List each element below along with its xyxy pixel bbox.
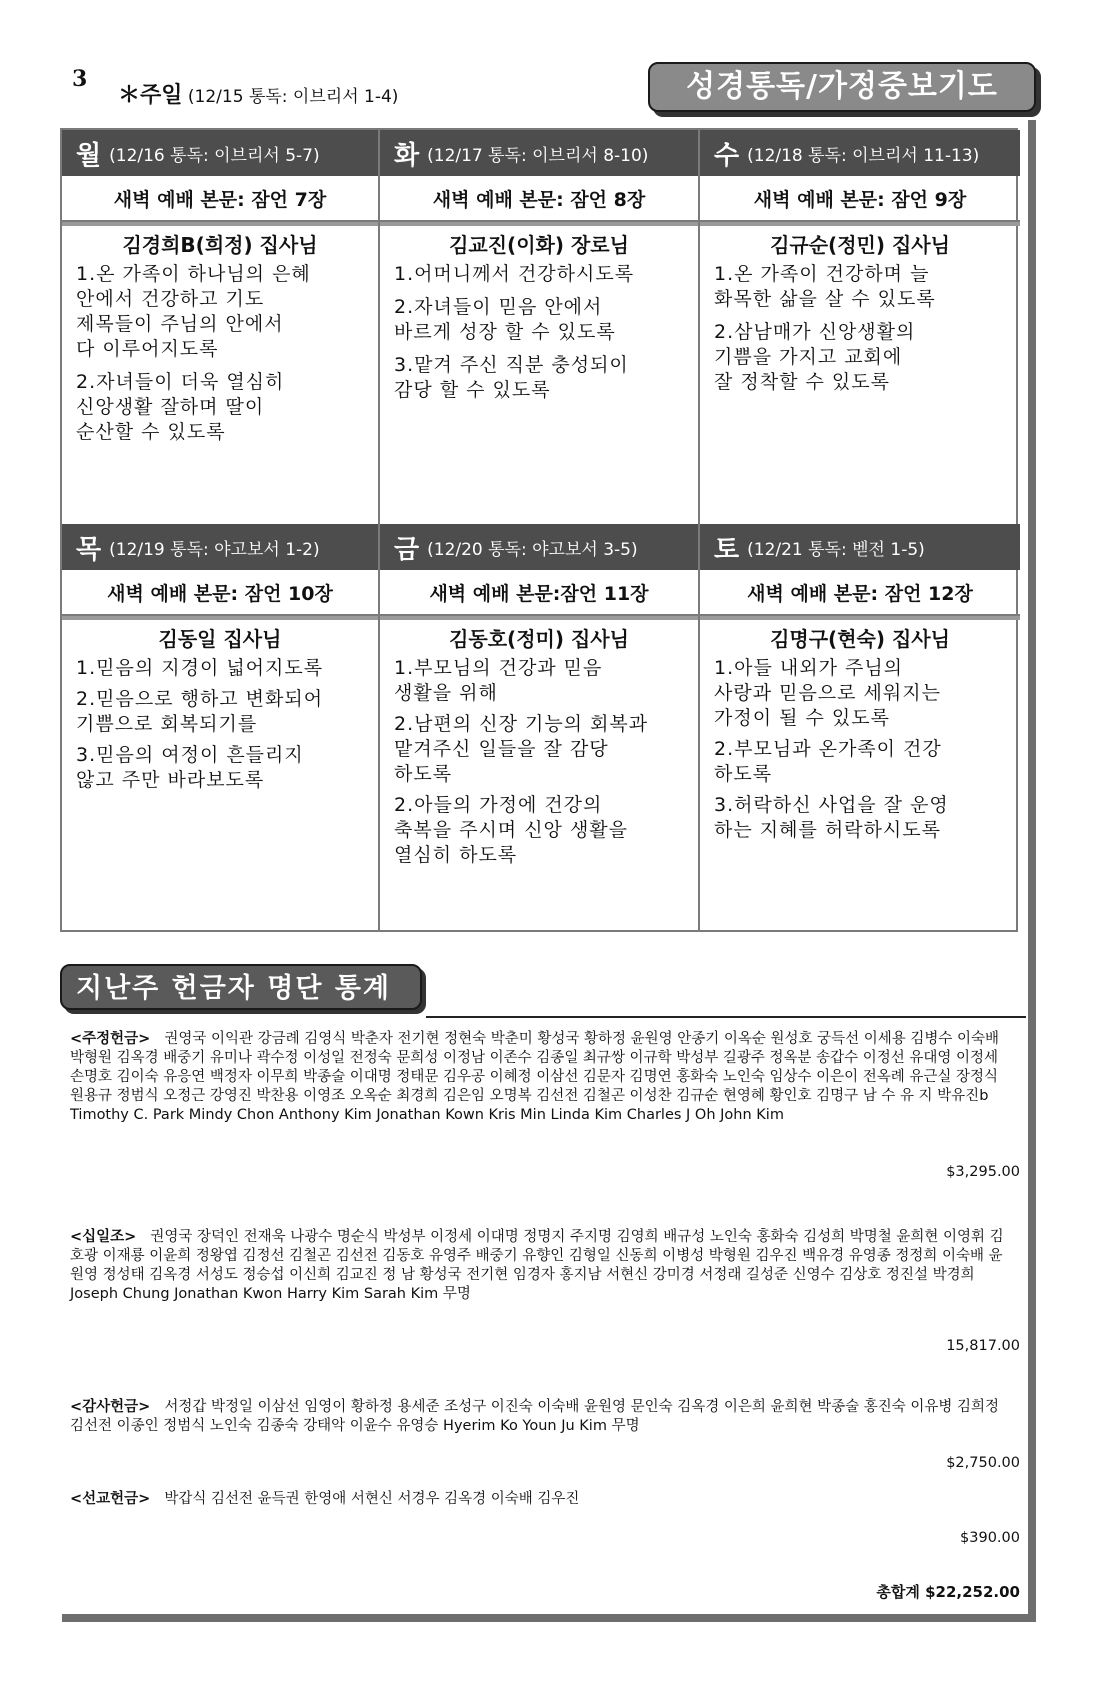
day-reading: (12/17 통독: 이브리서 8-10) <box>427 145 649 166</box>
prayer-item: 3.믿음의 여정이 흔들리지 않고 주만 바라보도록 <box>76 744 304 791</box>
banner-title: 성경통독/가정중보기도 <box>648 62 1036 112</box>
prayer-list <box>380 260 698 411</box>
prayer-list <box>700 260 1020 403</box>
prayer-item: 2.믿음으로 행하고 변화되어 기쁨으로 회복되기를 <box>76 688 324 735</box>
day-header <box>700 524 1020 570</box>
offering-group-tithe <box>70 1228 1010 1304</box>
day-cell-tue <box>380 130 700 524</box>
sermon-text: 새벽 예배 본문: 잠언 10장 <box>62 570 378 616</box>
offering-category: <감사헌금> <box>70 1399 151 1415</box>
offering-group-weekly <box>70 1030 1010 1125</box>
offering-names: 권영국 이익관 강금례 김영식 박춘자 전기현 정현숙 박춘미 황성국 황하정 윤원영 안종기 이옥순 원성호 궁득선 이세용 김병수 이숙배 박형원 김옥경 배중기 유미나 곽수정 이성일 전정숙 문희성 이정남 이존수 김종일 최규쌍 이규학 박성부 길광주 정옥분 송갑수 이정선 유대영 이정세 손명호 김이숙 유응연 백정자 이무희 박종술 이대명 정태문 김우공 이혜정 이삼선 김문자 김명연 홍화숙 노인숙 임상수 이은이 전옥례 유근실 장정식 원용규 정범식 오정근 강영진 박찬용 이영조 오옥순 최경희 김은임 오명복 김선전 김철곤 이성찬 김규순 현영혜 황인호 김명구 남 수 유 지 박유진b Timothy C. Park Mindy Chon Anthony Kim Jonathan Kown Kris Min Linda Kim Charles J Oh John Kim <box>70 1031 1000 1123</box>
day-header <box>380 524 698 570</box>
frame-right-bar <box>1028 120 1036 1620</box>
offering-category: <주정헌금> <box>70 1031 151 1047</box>
page-number: 3 <box>72 66 88 92</box>
prayer-item: 2.아들의 가정에 건강의 축복을 주시며 신앙 생활을 열심히 하도록 <box>394 794 629 866</box>
day-label: 금 <box>394 534 420 565</box>
day-label: 월 <box>76 140 102 171</box>
offering-names: 권영국 장덕인 전재욱 나광수 명순식 박성부 이정세 이대명 정명지 주지명 김영희 배규성 노인숙 홍화숙 김성희 박명철 윤희현 이영휘 김호광 이재룡 이윤희 정왕엽 김정선 김철곤 김선전 김동호 유영주 배중기 유향인 김형일 신동희 이병성 박형원 김우진 백유경 유영종 정정희 이숙배 윤원영 정성태 김옥경 서성도 정승섭 이신희 김교진 정 남 황성국 전기현 임경자 홍지남 서현신 강미경 서정래 길성준 신영수 김상호 정진설 박경희 Joseph Chung Jonathan Kwon Harry Kim Sarah Kim 무명 <box>70 1229 1004 1302</box>
offering-amount: $2,750.00 <box>946 1455 1020 1471</box>
prayer-item: 2.부모님과 온가족이 건강 하도록 <box>714 738 942 785</box>
prayer-item: 1.온 가족이 건강하며 늘 화목한 삶을 살 수 있도록 <box>714 263 936 310</box>
offering-names: 박갑식 김선전 윤득권 한영애 서현신 서경우 김옥경 이숙배 김우진 <box>164 1491 580 1507</box>
sermon-text: 새벽 예배 본문: 잠언 9장 <box>700 176 1020 222</box>
prayer-person: 김명구(현숙) 집사님 <box>770 626 950 651</box>
prayer-list <box>62 654 378 799</box>
sunday-reading-line <box>118 78 398 109</box>
sermon-text: 새벽 예배 본문: 잠언 7장 <box>62 176 378 222</box>
frame-bottom-bar <box>62 1614 1036 1622</box>
offering-category: <십일조> <box>70 1229 137 1245</box>
day-cell-sat <box>700 524 1020 930</box>
prayer-schedule-grid <box>60 128 1018 932</box>
offering-category: <선교헌금> <box>70 1491 151 1507</box>
prayer-list <box>380 654 698 874</box>
prayer-person: 김규순(정민) 집사님 <box>770 232 950 257</box>
day-label: 수 <box>714 140 740 171</box>
prayer-item: 1.믿음의 지경이 넓어지도록 <box>76 657 324 679</box>
prayer-item: 3.허락하신 사업을 잘 운영 하는 지혜를 허락하시도록 <box>714 794 949 841</box>
day-header <box>700 130 1020 176</box>
prayer-item: 1.아들 내외가 주님의 사랑과 믿음으로 세워지는 가정이 될 수 있도록 <box>714 657 941 729</box>
day-cell-thu <box>62 524 380 930</box>
grand-total: 총합계 $22,252.00 <box>876 1583 1020 1601</box>
prayer-item: 2.남편의 신장 기능의 회복과 맡겨주신 일들을 잘 감당 하도록 <box>394 713 649 785</box>
offering-amount: $3,295.00 <box>946 1164 1020 1180</box>
prayer-item: 2.자녀들이 믿음 안에서 바르게 성장 할 수 있도록 <box>394 296 616 343</box>
offering-section-title: 지난주 헌금자 명단 통계 <box>60 964 422 1010</box>
prayer-item: 1.부모님의 건강과 믿음 생활을 위해 <box>394 657 603 704</box>
prayer-list <box>62 260 378 453</box>
offering-group-thanks <box>70 1398 1010 1436</box>
day-reading: (12/21 통독: 벧전 1-5) <box>747 539 925 560</box>
day-label: 화 <box>394 140 420 171</box>
day-cell-fri <box>380 524 700 930</box>
section-rule <box>426 1016 1026 1018</box>
prayer-item: 2.삼남매가 신앙생활의 기쁨을 가지고 교회에 잘 정착할 수 있도록 <box>714 321 916 393</box>
day-cell-mon <box>62 130 380 524</box>
offering-group-mission <box>70 1490 1010 1509</box>
offering-amount: 15,817.00 <box>946 1338 1020 1354</box>
prayer-person: 김동일 집사님 <box>158 626 282 651</box>
prayer-person: 김경희B(희정) 집사님 <box>122 232 318 257</box>
sunday-label: ＊주일 <box>118 83 183 108</box>
day-header <box>62 130 378 176</box>
day-reading: (12/16 통독: 이브리서 5-7) <box>109 145 320 166</box>
day-reading: (12/20 통독: 야고보서 3-5) <box>427 539 638 560</box>
day-label: 토 <box>714 534 740 565</box>
offering-amount: $390.00 <box>960 1530 1020 1546</box>
prayer-person: 김교진(이화) 장로님 <box>449 232 629 257</box>
sunday-reading: (12/15 통독: 이브리서 1-4) <box>187 87 399 107</box>
prayer-item: 2.자녀들이 더욱 열심히 신앙생활 잘하며 딸이 순산할 수 있도록 <box>76 371 285 443</box>
sermon-text: 새벽 예배 본문: 잠언 12장 <box>700 570 1020 616</box>
sermon-text: 새벽 예배 본문:잠언 11장 <box>380 570 698 616</box>
day-cell-wed <box>700 130 1020 524</box>
day-reading: (12/18 통독: 이브리서 11-13) <box>747 145 980 166</box>
prayer-item: 3.맡겨 주신 직분 충성되이 감당 할 수 있도록 <box>394 354 629 401</box>
day-reading: (12/19 통독: 야고보서 1-2) <box>109 539 320 560</box>
offering-names: 서정갑 박정일 이삼선 임영이 황하정 용세준 조성구 이진숙 이숙배 윤원영 문인숙 김옥경 이은희 윤희현 박종술 홍진숙 이유병 김희정 김선전 이종인 정범식 노인숙 김종숙 강태악 이윤수 유영승 Hyerim Ko Youn Ju Kim 무명 <box>70 1399 1000 1434</box>
day-header <box>62 524 378 570</box>
sermon-text: 새벽 예배 본문: 잠언 8장 <box>380 176 698 222</box>
prayer-item: 1.어머니께서 건강하시도록 <box>394 263 635 285</box>
day-header <box>380 130 698 176</box>
prayer-list <box>700 654 1020 849</box>
prayer-item: 1.온 가족이 하나님의 은혜 안에서 건강하고 기도 제목들이 주님의 안에서 다 이루어지도록 <box>76 263 311 360</box>
prayer-person: 김동호(정미) 집사님 <box>449 626 629 651</box>
day-label: 목 <box>76 534 102 565</box>
